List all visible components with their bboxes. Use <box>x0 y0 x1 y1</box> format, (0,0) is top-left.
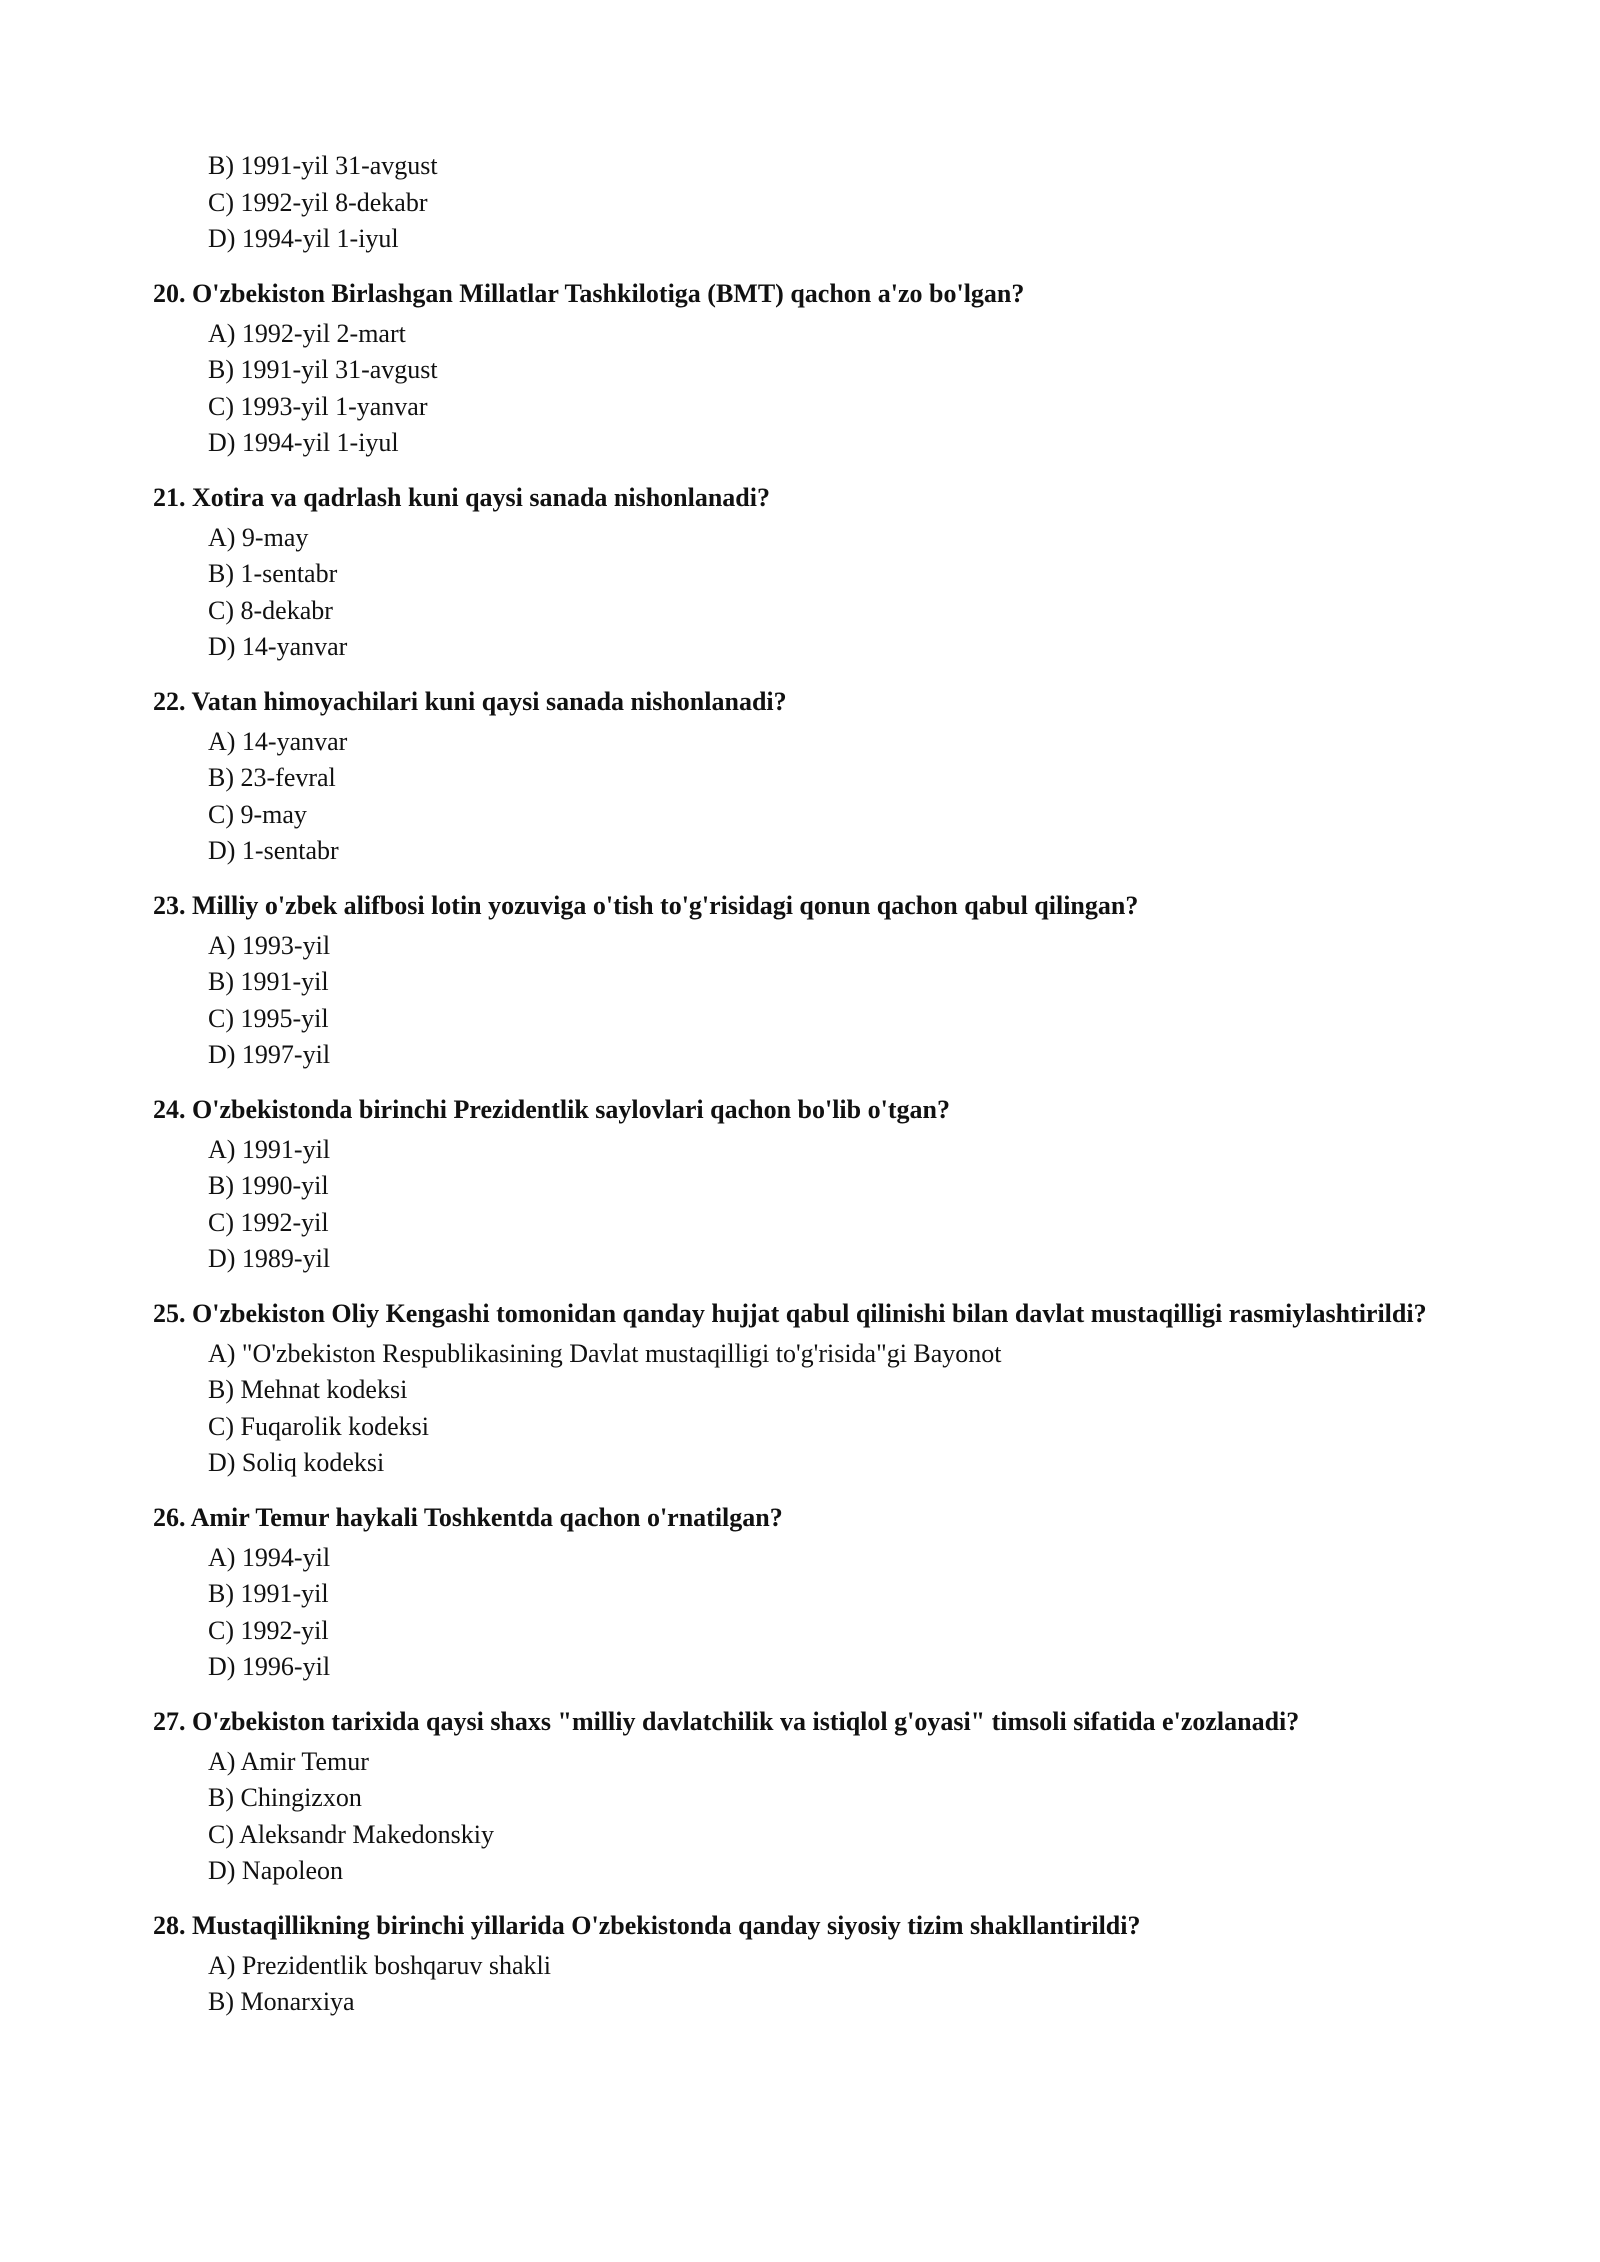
question-prompt: O'zbekiston Birlashgan Millatlar Tashkilotiga (BMT) qachon a'zo bo'lgan? <box>192 278 1025 308</box>
question-26 <box>153 1502 1443 1686</box>
option-item: A) 1993-yil <box>208 930 331 960</box>
option-list <box>153 1336 1443 1482</box>
question-prompt: O'zbekiston tarixida qaysi shaxs "milliy davlatchilik va istiqlol g'oyasi" timsoli sifatida e'zozlanadi? <box>192 1706 1300 1736</box>
option-item: A) Amir Temur <box>208 1746 369 1776</box>
option-item: B) Chingizxon <box>208 1783 362 1812</box>
option-item: A) 1992-yil 2-mart <box>208 318 406 348</box>
question-prompt: Xotira va qadrlash kuni qaysi sanada nishonlanadi? <box>192 482 770 512</box>
option-item: B) 1991-yil 31-avgust <box>208 355 438 384</box>
question-number: 20. <box>153 278 186 308</box>
question-text <box>153 1094 1443 1126</box>
option-item: B) 1991-yil <box>208 967 329 996</box>
option-list <box>153 1744 1443 1890</box>
question-21 <box>153 482 1443 666</box>
option-item: C) 9-may <box>208 799 307 829</box>
option-item: B) 23-fevral <box>208 763 336 792</box>
option-item: D) 1994-yil 1-iyul <box>208 428 399 457</box>
question-text <box>153 1910 1443 1942</box>
option-item: C) Aleksandr Makedonskiy <box>208 1819 494 1849</box>
question-28 <box>153 1910 1443 2021</box>
question-prompt: Amir Temur haykali Toshkentda qachon o'rnatilgan? <box>190 1502 783 1532</box>
option-item: C) 1992-yil <box>208 1207 329 1237</box>
option-item: A) 1991-yil <box>208 1134 331 1164</box>
option-item: C) 1995-yil <box>208 1003 329 1033</box>
question-number: 25. <box>153 1298 186 1328</box>
option-item: A) Prezidentlik boshqaruv shakli <box>208 1950 551 1980</box>
question-22 <box>153 686 1443 870</box>
question-24 <box>153 1094 1443 1278</box>
option-item: B) 1-sentabr <box>208 559 338 588</box>
option-item: B) Mehnat kodeksi <box>208 1375 408 1404</box>
question-text <box>153 482 1443 514</box>
option-item: D) 1989-yil <box>208 1244 331 1273</box>
option-item: D) 1-sentabr <box>208 836 339 865</box>
question-prompt: Milliy o'zbek alifbosi lotin yozuviga o'tish to'g'risidagi qonun qachon qabul qilingan? <box>192 890 1139 920</box>
question-prompt: Mustaqillikning birinchi yillarida O'zbekistonda qanday siyosiy tizim shakllantirildi? <box>192 1910 1141 1940</box>
question-number: 27. <box>153 1706 186 1736</box>
option-list <box>153 520 1443 666</box>
question-text <box>153 686 1443 718</box>
option-item: D) 1994-yil 1-iyul <box>208 224 399 253</box>
question-text <box>153 1502 1443 1534</box>
option-item: D) 1997-yil <box>208 1040 331 1069</box>
question-text <box>153 1298 1443 1330</box>
option-item: B) 1990-yil <box>208 1171 329 1200</box>
option-item: A) 14-yanvar <box>208 726 348 756</box>
option-item: C) 1992-yil 8-dekabr <box>208 187 428 217</box>
option-list <box>153 1948 1443 2021</box>
option-item: C) 8-dekabr <box>208 595 333 625</box>
question-number: 26. <box>153 1502 186 1532</box>
question-25 <box>153 1298 1443 1482</box>
question-20 <box>153 278 1443 462</box>
option-item: C) Fuqarolik kodeksi <box>208 1411 429 1441</box>
option-item: A) 9-may <box>208 522 309 552</box>
question-text <box>153 1706 1443 1738</box>
question-number: 22. <box>153 686 186 716</box>
question-prompt: O'zbekistonda birinchi Prezidentlik saylovlari qachon bo'lib o'tgan? <box>192 1094 950 1124</box>
question-text <box>153 890 1443 922</box>
option-item: A) 1994-yil <box>208 1542 331 1572</box>
option-item: D) Soliq kodeksi <box>208 1448 385 1477</box>
option-item: D) 14-yanvar <box>208 632 348 661</box>
option-item: C) 1992-yil <box>208 1615 329 1645</box>
option-item: B) 1991-yil <box>208 1579 329 1608</box>
option-item: B) 1991-yil 31-avgust <box>208 151 438 180</box>
question-number: 28. <box>153 1910 186 1940</box>
question-23 <box>153 890 1443 1074</box>
option-list <box>153 316 1443 462</box>
option-item: D) 1996-yil <box>208 1652 331 1681</box>
option-item: A) "O'zbekiston Respublikasining Davlat mustaqilligi to'g'risida"gi Bayonot <box>208 1338 1002 1368</box>
option-list <box>153 928 1443 1074</box>
question-number: 24. <box>153 1094 186 1124</box>
option-list <box>153 1132 1443 1278</box>
question-27 <box>153 1706 1443 1890</box>
option-list <box>153 1540 1443 1686</box>
quiz-content <box>153 148 1443 2021</box>
option-item: B) Monarxiya <box>208 1987 355 2016</box>
option-list <box>153 724 1443 870</box>
question-number: 21. <box>153 482 186 512</box>
question-text <box>153 278 1443 310</box>
option-item: C) 1993-yil 1-yanvar <box>208 391 428 421</box>
question-prompt: O'zbekiston Oliy Kengashi tomonidan qanday hujjat qabul qilinishi bilan davlat mustaqilligi rasmiylashtirildi? <box>192 1298 1427 1328</box>
option-item: D) Napoleon <box>208 1856 344 1885</box>
question-prompt: Vatan himoyachilari kuni qaysi sanada nishonlanadi? <box>191 686 787 716</box>
continued-options <box>153 148 1443 258</box>
question-number: 23. <box>153 890 186 920</box>
